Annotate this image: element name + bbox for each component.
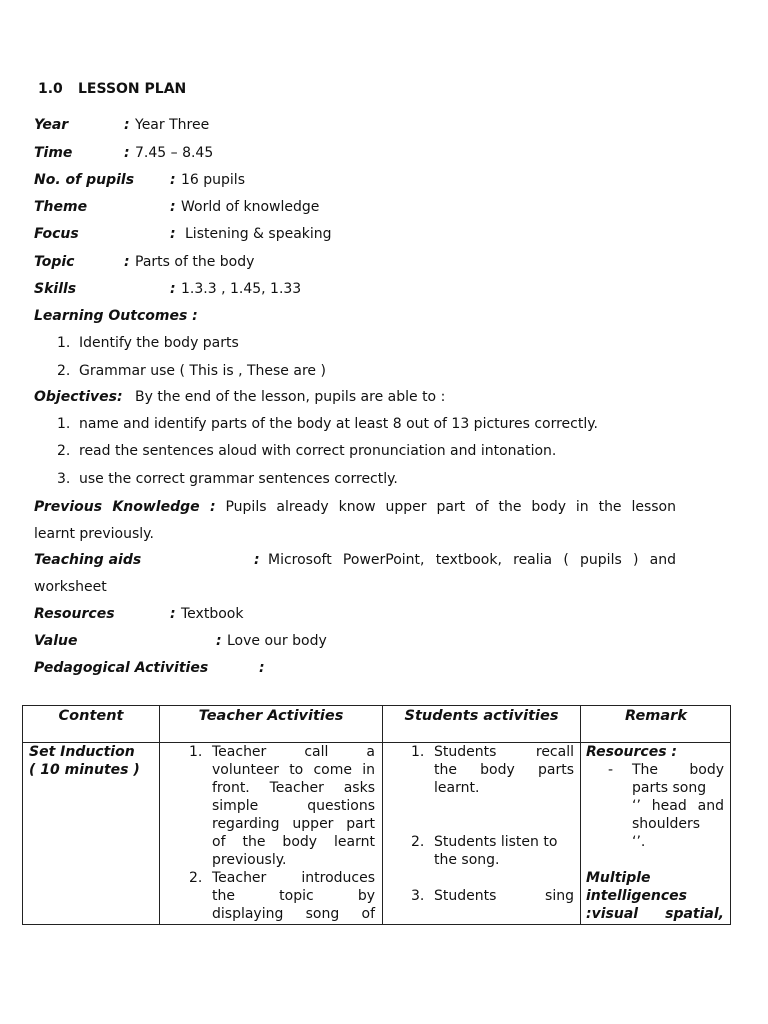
list-item: use the correct grammar sentences correctly.	[79, 471, 398, 487]
field-colon: :	[170, 606, 176, 622]
teaching-aids-label: Teaching aids	[34, 552, 142, 568]
list-number: 1.	[189, 744, 203, 760]
list-item: Grammar use ( This is , These are )	[79, 363, 326, 379]
field-label: Year	[34, 117, 69, 133]
objectives-label: Objectives:	[34, 389, 123, 405]
column-header-remark: Remark	[625, 708, 687, 724]
text-line: the topic by	[212, 888, 375, 904]
learning-outcomes-label: Learning Outcomes :	[34, 308, 198, 324]
previous-knowledge-text: Pupils already know upper part of the body in the lesson	[225, 499, 676, 515]
list-item: Identify the body parts	[79, 335, 239, 351]
teaching-aids-text-2: worksheet	[34, 579, 107, 595]
section-number: 1.0	[38, 81, 63, 97]
text-line: ‘’ head and	[632, 798, 724, 814]
field-colon: :	[170, 172, 176, 188]
field-colon: :	[170, 226, 176, 242]
list-number: 1.	[411, 744, 425, 760]
field-colon: :	[124, 254, 130, 270]
list-item: read the sentences aloud with correct pronunciation and intonation.	[79, 443, 557, 459]
content-cell	[29, 743, 140, 779]
field-value: Love our body	[227, 633, 327, 649]
field-value: 16 pupils	[181, 172, 245, 188]
column-header-students: Students activities	[404, 708, 559, 724]
field-colon: :	[254, 552, 260, 568]
section-heading	[38, 81, 186, 97]
previous-knowledge-label: Previous Knowledge :	[34, 499, 216, 515]
multiple-intelligences-label: Multiple	[586, 870, 651, 886]
list-number: 2.	[189, 870, 203, 886]
column-divider	[580, 706, 581, 924]
previous-knowledge	[34, 494, 676, 548]
text-line: the song.	[434, 852, 500, 868]
list-item	[189, 869, 375, 923]
text-line: Teacher call a	[212, 744, 375, 760]
text-line: regarding upper part	[212, 816, 375, 832]
students-activities-cell	[411, 743, 574, 905]
field-label: No. of pupils	[34, 172, 135, 188]
activities-table	[22, 705, 731, 925]
pedagogical-label: Pedagogical Activities	[34, 660, 209, 676]
list-item	[411, 743, 574, 797]
text-line: of the body learnt	[212, 834, 375, 850]
field-colon: :	[124, 117, 130, 133]
previous-knowledge-text-2: learnt previously.	[34, 526, 154, 542]
text-line: volunteer to come in	[212, 762, 375, 778]
text-line: ‘’.	[632, 834, 646, 850]
field-label: Theme	[34, 199, 88, 215]
column-divider	[382, 706, 383, 924]
list-number: 3.	[411, 888, 425, 904]
text-line: Students listen to	[434, 834, 558, 850]
column-header-teacher: Teacher Activities	[198, 708, 344, 724]
field-label: Resources	[34, 606, 115, 622]
text-line: the body parts	[434, 762, 574, 778]
field-colon: :	[216, 633, 222, 649]
field-colon: :	[259, 660, 265, 676]
field-value: Textbook	[181, 606, 244, 622]
multiple-intelligences-value: :visual spatial,	[586, 906, 724, 922]
list-number: 2.	[411, 834, 425, 850]
multiple-intelligences-label-2: intelligences	[586, 888, 687, 904]
field-label: Focus	[34, 226, 79, 242]
list-number: 3.	[57, 471, 71, 487]
list-number: 1.	[57, 416, 71, 432]
bullet-dash: -	[608, 762, 614, 778]
field-colon: :	[170, 199, 176, 215]
field-label: Value	[34, 633, 78, 649]
content-duration: ( 10 minutes )	[29, 762, 140, 778]
list-item: name and identify parts of the body at least 8 out of 13 pictures correctly.	[79, 416, 598, 432]
list-item	[189, 743, 375, 869]
remark-cell	[586, 743, 724, 923]
field-colon: :	[124, 145, 130, 161]
text-line: previously.	[212, 852, 287, 868]
text-line: displaying song of	[212, 906, 375, 922]
column-header-content: Content	[58, 708, 124, 724]
list-item	[411, 833, 574, 869]
field-value: Listening & speaking	[185, 226, 332, 242]
field-label: Topic	[34, 254, 75, 270]
remark-resources-label: Resources :	[586, 744, 677, 760]
field-value: World of knowledge	[181, 199, 320, 215]
field-colon: :	[170, 281, 176, 297]
teacher-activities-cell	[189, 743, 375, 923]
list-number: 2.	[57, 443, 71, 459]
text-line: Teacher introduces	[212, 870, 375, 886]
text-line: learnt.	[434, 780, 480, 796]
field-value: 1.3.3 , 1.45, 1.33	[181, 281, 302, 297]
field-value: 7.45 – 8.45	[135, 145, 214, 161]
field-label: Skills	[34, 281, 77, 297]
list-number: 2.	[57, 363, 71, 379]
text-line: Students sing	[434, 888, 574, 904]
text-line: front. Teacher asks	[212, 780, 375, 796]
text-line: shoulders	[632, 816, 701, 832]
list-number: 1.	[57, 335, 71, 351]
teaching-aids-text: Microsoft PowerPoint, textbook, realia ( pupils ) and	[268, 552, 676, 568]
text-line: Students recall	[434, 744, 574, 760]
column-divider	[159, 706, 160, 924]
field-value: Parts of the body	[135, 254, 255, 270]
text-line: parts song	[632, 780, 707, 796]
field-value: Year Three	[135, 117, 210, 133]
list-item	[411, 887, 574, 905]
section-title: LESSON PLAN	[78, 81, 187, 97]
field-label: Time	[34, 145, 73, 161]
objectives-intro: By the end of the lesson, pupils are able to :	[135, 389, 446, 405]
text-line: The body	[632, 762, 724, 778]
content-title: Set Induction	[29, 744, 135, 760]
text-line: simple questions	[212, 798, 375, 814]
remark-resource-item	[608, 761, 724, 851]
